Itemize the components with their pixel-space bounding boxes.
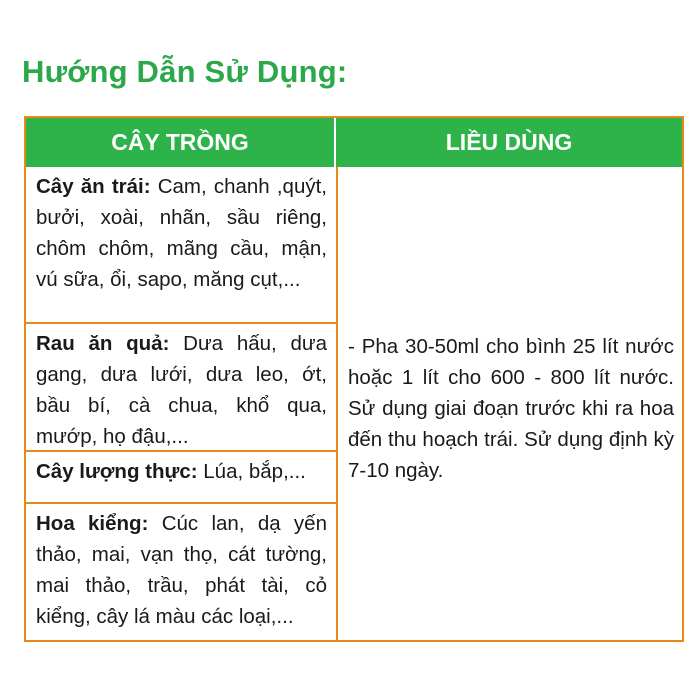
dosage-text: - Pha 30-50ml cho bình 25 lít nước hoặc 1 lít cho 600 - 800 lít nước. Sử dụng giai đoạn trước khi ra hoa đến thu hoạch trái. Sử dụng định kỳ 7-10 ngày. <box>348 335 674 482</box>
crop-name: Rau ăn quả: <box>36 332 170 355</box>
crop-name: Cây ăn trái: <box>36 175 151 198</box>
page-title: Hướng Dẫn Sử Dụng: <box>22 54 348 89</box>
header-dosage: LIỀU DÙNG <box>445 129 573 155</box>
crop-detail: Lúa, bắp,... <box>197 460 306 483</box>
crop-detail: Cúc lan, dạ yến thảo, mai, vạn thọ, cát tường, mai thảo, trầu, phát tài, cỏ kiểng, cây lá màu các loại,... <box>36 512 327 628</box>
crop-detail: Cam, chanh ,quýt, bưởi, xoài, nhãn, sầu riêng, chôm chôm, mãng cầu, mận, vú sữa, ổi, sapo, măng cụt,... <box>36 175 327 291</box>
crop-name: Hoa kiểng: <box>36 512 149 535</box>
crop-fruit-vegetables <box>26 322 336 450</box>
crop-ornamentals <box>26 502 336 642</box>
header-crop: CÂY TRỒNG <box>26 118 336 167</box>
table-header <box>26 118 682 167</box>
crop-fruit-trees <box>26 167 336 322</box>
usage-table <box>24 116 684 642</box>
crop-name: Cây lượng thực: <box>36 460 198 483</box>
crop-column <box>26 167 338 640</box>
crop-detail: Dưa hấu, dưa gang, dưa lưới, dưa leo, ớt, bầu bí, cà chua, khổ qua, mướp, họ đậu,... <box>36 332 327 448</box>
crop-food-crops <box>26 450 336 502</box>
